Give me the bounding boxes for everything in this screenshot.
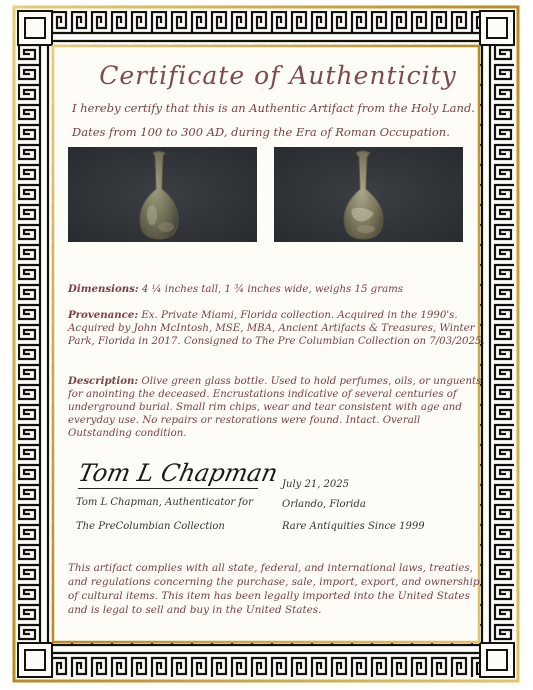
intro-line-2: Dates from 100 to 300 AD, during the Era of Roman Occupation. xyxy=(72,125,450,139)
signature xyxy=(75,449,281,491)
dimensions-label: Dimensions: xyxy=(68,283,139,295)
provenance-paragraph xyxy=(68,309,486,348)
dimensions-text: 4 ¼ inches tall, 1 ¾ inches wide, weighs 15 grams xyxy=(138,284,404,295)
description-paragraph xyxy=(68,375,486,440)
provenance-label: Provenance: xyxy=(68,309,139,321)
signature-script: Tom L Chapman xyxy=(75,458,281,487)
authenticator-line-1: Tom L Chapman, Authenticator for xyxy=(76,497,253,508)
intro-line-1: I hereby certify that this is an Authentic Artifact from the Holy Land. xyxy=(72,101,475,115)
company-tagline: Rare Antiquities Since 1999 xyxy=(282,521,425,532)
dimensions-paragraph xyxy=(68,283,486,296)
legal-statement: This artifact complies with all state, federal, and international laws, treaties, and regulations concerning the purchase, sale, import, export, and ownership of cultural items. This item has been legally imported into the United States and is legal to sell and buy in the United States. xyxy=(68,562,480,616)
certificate-page xyxy=(10,3,522,685)
certificate-location: Orlando, Florida xyxy=(282,499,366,510)
description-label: Description: xyxy=(68,375,139,387)
artifact-photo-back xyxy=(274,147,463,242)
artifact-photo-front xyxy=(68,147,257,242)
certificate-title: Certificate of Authenticity xyxy=(99,61,457,90)
description-text: Olive green glass bottle. Used to hold perfumes, oils, or unguents for anointing the deceased. Encrustations indicative of several centuries of underground burial. Small rim chips, wear and tear consistent with age and everyday use. No repairs or restorations were found. Intact. Overall Outstanding condition. xyxy=(68,376,482,439)
certificate-date: July 21, 2025 xyxy=(282,479,350,490)
certificate-content xyxy=(68,51,488,641)
authenticator-line-2: The PreColumbian Collection xyxy=(76,521,225,532)
provenance-text: Ex. Private Miami, Florida collection. Acquired in the 1990's. Acquired by John McIntosh, MSE, MBA, Ancient Artifacts & Treasures, Winter Park, Florida in 2017. Consigned to The Pre Columbian Collection on 7/03/2025. xyxy=(68,310,485,347)
signature-line xyxy=(78,488,258,489)
